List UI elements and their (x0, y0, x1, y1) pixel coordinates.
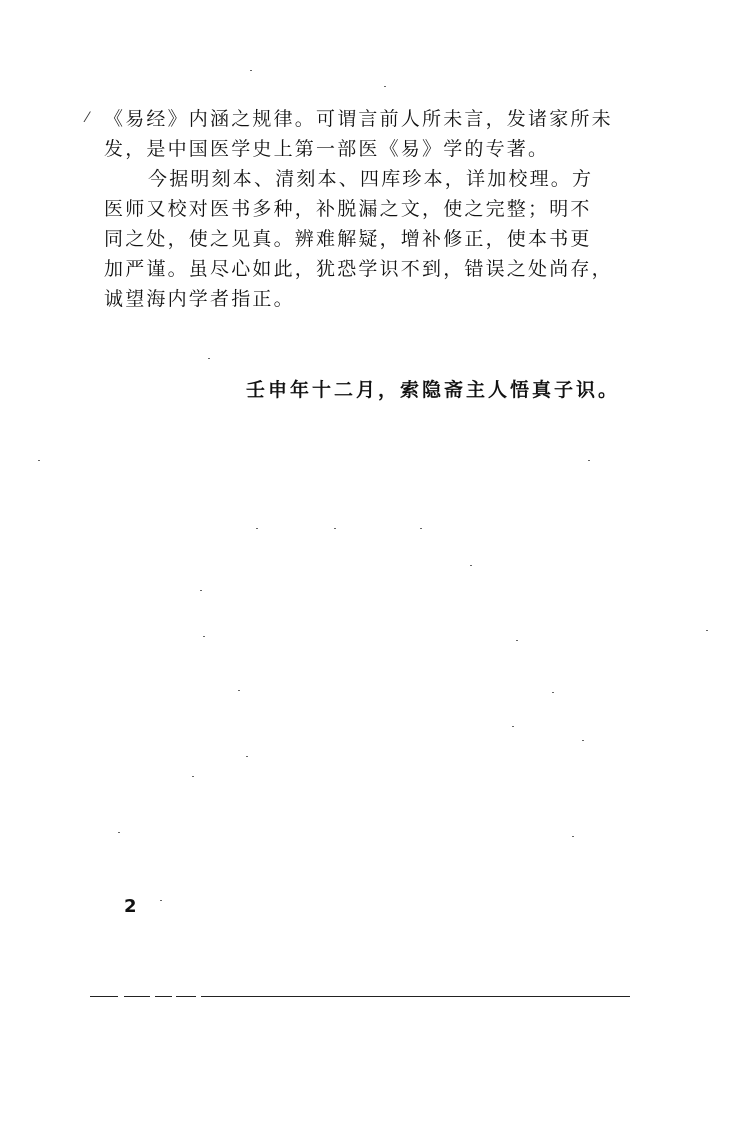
footer-rule (90, 996, 630, 997)
text-line-5: 同之处，使之见真。辨难解疑，增补修正，使本书更 (104, 228, 592, 250)
scan-speck (588, 460, 590, 461)
text-line-3: 今据明刻本、清刻本、四库珍本，详加校理。方 (148, 168, 594, 190)
scan-speck (160, 900, 162, 901)
rule-gap (172, 995, 176, 999)
rule-gap (196, 995, 201, 999)
scan-speck (246, 756, 248, 757)
scan-speck (118, 832, 120, 833)
rule-gap (118, 995, 124, 999)
scan-speck (334, 528, 336, 529)
text-line-1: 《易经》内涵之规律。可谓言前人所未言，发诸家所未 (104, 108, 613, 130)
text-line-7: 诚望海内学者指正。 (104, 288, 295, 310)
scan-speck (250, 70, 252, 71)
text-line-4: 医师又校对医书多种，补脱漏之文，使之完整；明不 (104, 198, 592, 220)
preface-text-block (104, 104, 634, 314)
scan-speck (582, 740, 584, 741)
scan-speck (203, 636, 205, 637)
scan-speck (512, 726, 514, 727)
scan-speck (552, 692, 554, 693)
scan-speck (470, 565, 472, 566)
scan-speck (192, 776, 194, 777)
scan-speck (200, 590, 202, 591)
scan-speck (256, 528, 258, 529)
margin-mark: ⁄ (86, 110, 89, 126)
signature-line: 壬申年十二月，索隐斋主人悟真子识。 (246, 379, 621, 401)
text-line-6: 加严谨。虽尽心如此，犹恐学识不到，错误之处尚存， (104, 258, 613, 280)
rule-gap (150, 995, 155, 999)
scan-speck (38, 460, 40, 461)
page-number: 2 (124, 896, 137, 917)
scan-speck (384, 86, 386, 87)
scan-speck (208, 358, 210, 359)
scan-speck (238, 690, 240, 691)
text-line-2: 发，是中国医学史上第一部医《易》学的专著。 (104, 138, 550, 160)
scan-speck (420, 528, 422, 529)
scan-speck (516, 640, 518, 641)
scan-speck (706, 630, 708, 631)
scan-speck (572, 836, 574, 837)
